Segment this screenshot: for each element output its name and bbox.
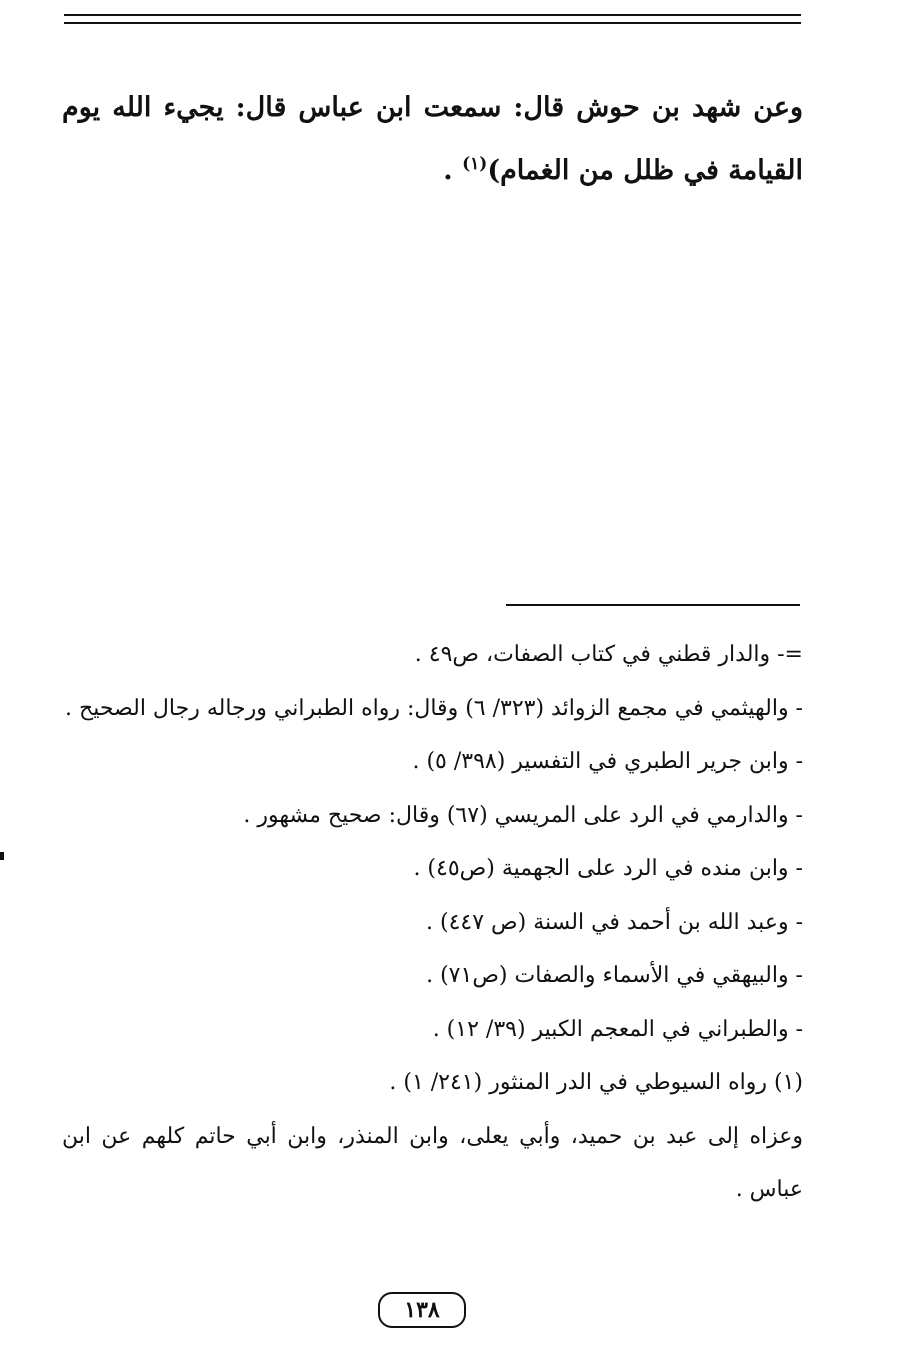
footnote-line: - والبيهقي في الأسماء والصفات (ص٧١) . [426, 963, 803, 988]
footnote-line: - وعبد الله بن أحمد في السنة (ص ٤٤٧) . [426, 909, 803, 935]
header-rule-bottom [64, 22, 801, 24]
footnote-line: - والطبراني في المعجم الكبير (٣٩/ ١٢) . [432, 1016, 803, 1042]
footnote-line: وعزاه إلى عبد بن حميد، وأبي يعلى، وابن المنذر، وابن أبي حاتم كلهم عن ابن عباس . [62, 1123, 803, 1202]
header-rule-top [64, 14, 801, 16]
footnote-line: =- والدار قطني في كتاب الصفات، ص٤٩ . [414, 642, 803, 667]
main-paragraph [62, 80, 803, 199]
footnote-separator [506, 604, 800, 606]
footnotes [62, 628, 803, 1217]
footnote-line: - وابن منده في الرد على الجهمية (ص٤٥) . [413, 856, 803, 881]
footnote-line: (١) رواه السيوطي في الدر المنثور (٢٤١/ ١) . [389, 1070, 803, 1095]
page-number: ١٣٨ [378, 1292, 466, 1328]
footnote-line: - والدارمي في الرد على المريسي (٦٧) وقال: صحيح مشهور . [243, 802, 803, 828]
footnote-line: - وابن جرير الطبري في التفسير (٣٩٨/ ٥) . [412, 749, 803, 774]
main-paragraph-text: وعن شهد بن حوش قال: سمعت ابن عباس قال: يجيء الله يوم القيامة في ظلل من الغمام) [62, 92, 803, 186]
footnote-line: - والهيثمي في مجمع الزوائد (٣٢٣/ ٦) وقال: رواه الطبراني ورجاله رجال الصحيح . [65, 695, 803, 721]
footnote-reference[interactable]: (١) [462, 154, 488, 174]
main-text [62, 80, 803, 199]
main-paragraph-end: . [443, 155, 463, 186]
scan-edge-mark [0, 852, 4, 860]
